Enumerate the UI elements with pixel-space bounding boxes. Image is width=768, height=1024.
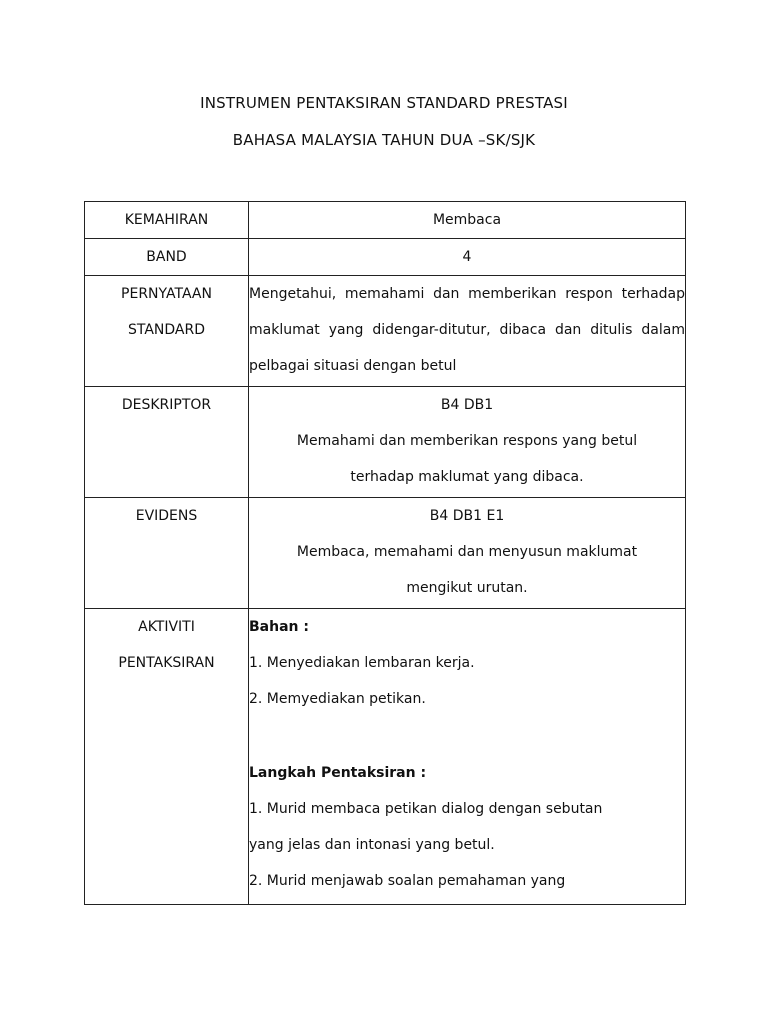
label-evidens-text: EVIDENS <box>135 508 198 524</box>
label-pernyataan-standard <box>85 276 249 387</box>
langkah-line-2: yang jelas dan intonasi yang betul. <box>249 837 495 853</box>
deskriptor-code: B4 DB1 <box>440 397 494 413</box>
label-band-text: BAND <box>146 249 187 265</box>
bahan-item-1: 1. Menyediakan lembaran kerja. <box>249 655 475 671</box>
value-kemahiran <box>249 202 686 239</box>
assessment-table <box>84 201 686 905</box>
label-pernyataan-line-1: PERNYATAAN <box>121 286 212 302</box>
value-band <box>249 239 686 276</box>
document-title-line-1: INSTRUMEN PENTAKSIRAN STANDARD PRESTASI <box>200 94 568 112</box>
evidens-text-line-1: Membaca, memahami dan menyusun maklumat <box>296 544 638 560</box>
evidens-text-line-2: mengikut urutan. <box>406 580 528 596</box>
table-row-band <box>85 239 686 276</box>
table-row-kemahiran <box>85 202 686 239</box>
label-deskriptor <box>85 387 249 498</box>
table-row-evidens <box>85 498 686 609</box>
value-deskriptor <box>249 387 686 498</box>
value-kemahiran-text: Membaca <box>432 212 502 228</box>
document-title-line-2: BAHASA MALAYSIA TAHUN DUA –SK/SJK <box>232 131 536 149</box>
deskriptor-text-line-1: Memahami dan memberikan respons yang betul <box>296 433 638 449</box>
label-aktiviti-line-2: PENTAKSIRAN <box>118 655 215 671</box>
value-aktiviti-pentaksiran <box>249 609 686 905</box>
table-row-deskriptor <box>85 387 686 498</box>
label-pernyataan-line-2: STANDARD <box>127 322 206 338</box>
bahan-item-2: 2. Memyediakan petikan. <box>249 691 426 707</box>
value-band-text: 4 <box>462 249 472 265</box>
label-aktiviti-pentaksiran <box>85 609 249 905</box>
value-pernyataan-standard: Mengetahui, memahami dan memberikan respon terhadap maklumat yang didengar-ditutur, dibaca dan ditulis dalam pelbagai situasi dengan betul <box>249 276 686 387</box>
bahan-heading: Bahan : <box>249 619 309 635</box>
label-band <box>85 239 249 276</box>
label-evidens <box>85 498 249 609</box>
label-kemahiran <box>85 202 249 239</box>
table-row-pernyataan-standard <box>85 276 686 387</box>
value-evidens <box>249 498 686 609</box>
deskriptor-text-line-2: terhadap maklumat yang dibaca. <box>350 469 584 485</box>
table-row-aktiviti-pentaksiran <box>85 609 686 905</box>
evidens-code: B4 DB1 E1 <box>429 508 505 524</box>
langkah-heading: Langkah Pentaksiran : <box>249 765 427 781</box>
label-aktiviti-line-1: AKTIVITI <box>138 619 195 635</box>
langkah-line-3: 2. Murid menjawab soalan pemahaman yang <box>249 873 566 889</box>
label-deskriptor-text: DESKRIPTOR <box>121 397 212 413</box>
section-spacer <box>249 717 685 755</box>
langkah-line-1: 1. Murid membaca petikan dialog dengan sebutan <box>249 801 603 817</box>
label-kemahiran-text: KEMAHIRAN <box>124 212 209 228</box>
